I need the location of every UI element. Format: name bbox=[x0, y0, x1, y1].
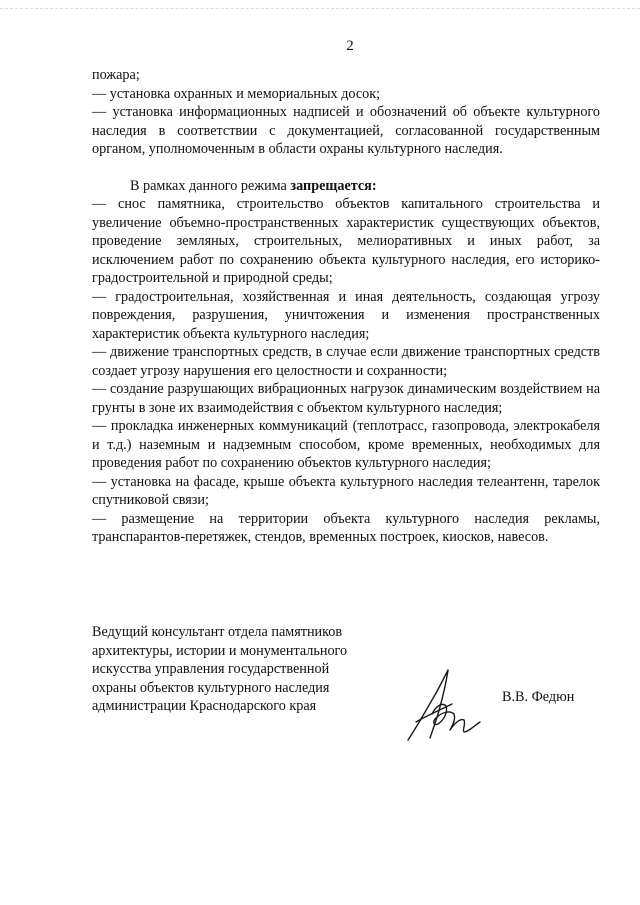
handwritten-signature bbox=[402, 666, 486, 746]
prohibited-item: — прокладка инженерных коммуникаций (теплотрасс, газопровода, электрокабеля и т.д.) наземным и надземным способом, кроме временных, необходимых для проведения работ по сохранению объектов культурного наследия; bbox=[92, 418, 600, 471]
signatory-position bbox=[92, 623, 382, 716]
prohibited-item: — размещение на территории объекта культурного наследия рекламы, транспарантов-перетяжек, стендов, временных построек, киосков, навесов. bbox=[92, 510, 600, 545]
signatory-position-line: администрации Краснодарского края bbox=[92, 698, 317, 714]
signatory-position-line: архитектуры, истории и монументального bbox=[92, 642, 348, 659]
signatory-position-line: Ведущий консультант отдела памятников bbox=[92, 624, 343, 640]
prohibited-item: — движение транспортных средств, в случае если движение транспортных средств создает угрозу нарушения его целостности и сохранности; bbox=[92, 344, 600, 379]
signatory-position-line: охраны объектов культурного наследия bbox=[92, 679, 330, 696]
paragraph-gap bbox=[92, 159, 600, 177]
prohibited-item: — установка на фасаде, крыше объекта культурного наследия телеантенн, тарелок спутниковой связи; bbox=[92, 473, 600, 508]
prohibited-item: — снос памятника, строительство объектов капитального строительства и увеличение объемно-пространственных характеристик существующих объектов, проведение земляных, строительных, мелиоративных и иных работ, за исключением работ по сохранению объекта культурного наследия, его историко-градостроительной и природной среды; bbox=[92, 196, 600, 286]
document-body bbox=[92, 66, 600, 547]
prohibition-heading-text: В рамках данного режима bbox=[130, 177, 287, 194]
prohibited-item: — градостроительная, хозяйственная и иная деятельность, создающая угрозу повреждения, разрушения, уничтожения и изменения пространственных характеристик объекта культурного наследия; bbox=[92, 288, 600, 342]
page-number: 2 bbox=[346, 38, 354, 54]
page-top-edge bbox=[0, 8, 640, 9]
continued-item: пожара; bbox=[92, 67, 140, 83]
prohibition-heading bbox=[92, 177, 600, 196]
continued-item: — установка информационных надписей и обозначений об объекте культурного наследия в соответствии с документацией, согласованной государственным органом, уполномоченным в области охраны культурного наследия. bbox=[92, 104, 600, 157]
signatory-name: В.В. Федюн bbox=[502, 689, 575, 705]
continued-item: — установка охранных и мемориальных досок; bbox=[92, 85, 381, 102]
prohibition-heading-bold: запрещается: bbox=[290, 177, 377, 194]
signatory-position-line: искусства управления государственной bbox=[92, 661, 330, 677]
prohibited-item: — создание разрушающих вибрационных нагрузок динамическим воздействием на грунты в зоне их взаимодействия с объектом культурного наследия; bbox=[92, 381, 600, 416]
